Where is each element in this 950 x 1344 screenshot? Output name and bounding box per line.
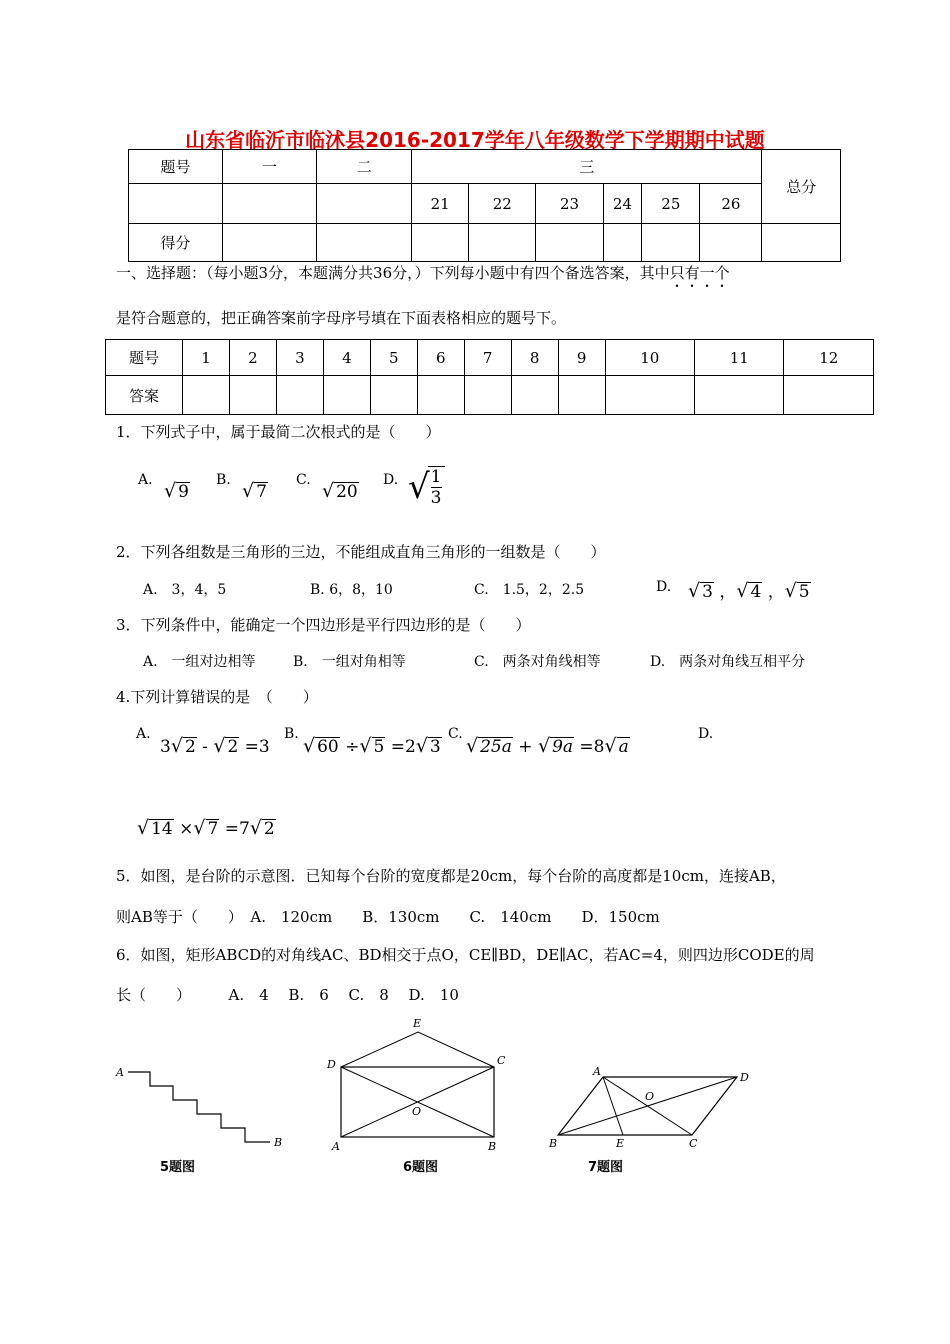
figure-7-parallelogram [545, 1060, 760, 1155]
answer-cell[interactable] [558, 376, 605, 415]
answer-num-6: 6 [417, 340, 464, 376]
score-header-2: 二 [317, 150, 412, 184]
answer-num-9: 9 [558, 340, 605, 376]
answer-num-1: 1 [183, 340, 230, 376]
answer-num-4: 4 [323, 340, 370, 376]
fig7-label-c: C [689, 1137, 698, 1150]
fig5-label-a: A [116, 1066, 124, 1079]
fig5-label-b: B [274, 1136, 283, 1149]
answer-num-10: 10 [605, 340, 694, 376]
score-defen: 得分 [129, 224, 223, 262]
answer-cell[interactable] [370, 376, 417, 415]
answer-cell[interactable] [464, 376, 511, 415]
q2-stem: 2．下列各组数是三角形的三边，不能组成直角三角形的一组数是（ ） [116, 543, 606, 561]
fig7-label-b: B [549, 1137, 558, 1150]
fig6-label-d: D [327, 1058, 336, 1071]
answer-num-3: 3 [276, 340, 323, 376]
q1-b-expr: √ 7 [242, 480, 267, 502]
fig6-label-a: A [332, 1140, 340, 1153]
answer-num-2: 2 [229, 340, 276, 376]
answer-cell[interactable] [784, 376, 874, 415]
q2-d-label: D. [656, 579, 672, 595]
triangle-e [341, 1032, 494, 1067]
q1-b-label: B. [216, 472, 231, 488]
section1-line2: 是符合题意的，把正确答案前字母序号填在下面表格相应的题号下。 [116, 309, 567, 327]
q1-d-expr: √ $\frac{1}{3}$ [408, 466, 445, 508]
fig5-caption: 5题图 [160, 1160, 196, 1175]
q6-line1: 6．如图，矩形ABCD的对角线AC、BD相交于点O，CE∥BD，DE∥AC，若AC=4，则四边形CODE的周 [116, 946, 815, 964]
fig7-label-o: O [645, 1090, 655, 1103]
score-q24: 24 [603, 184, 642, 224]
q4-a-label: A. [136, 726, 151, 742]
q1-d-label: D. [383, 472, 399, 488]
answer-cell[interactable] [183, 376, 230, 415]
q4-stem: 4.下列计算错误的是 （ ） [116, 688, 318, 706]
answer-num-7: 7 [464, 340, 511, 376]
score-header-1: 一 [222, 150, 317, 184]
answer-header-tihao: 题号 [106, 340, 183, 376]
answer-num-11: 11 [695, 340, 784, 376]
score-table [128, 149, 841, 262]
q3-stem: 3．下列条件中，能确定一个四边形是平行四边形的是（ ） [116, 616, 531, 634]
q1-a-label: A. [138, 472, 153, 488]
q1-c-label: C. [296, 472, 311, 488]
q1-c-expr: √ 20 [322, 480, 358, 502]
score-q23: 23 [536, 184, 603, 224]
answer-cell[interactable] [323, 376, 370, 415]
answer-num-5: 5 [370, 340, 417, 376]
answer-num-12: 12 [784, 340, 874, 376]
fig7-label-d: D [740, 1071, 749, 1084]
q3-option-d: D. 两条对角线互相平分 [650, 654, 806, 670]
q2-option-a: A. 3，4，5 [143, 582, 227, 598]
score-q22: 22 [469, 184, 536, 224]
answer-num-8: 8 [511, 340, 558, 376]
q5-line2: 则AB等于（ ） A. 120cm B．130cm C. 140cm D．150cm [116, 908, 660, 926]
fig7-caption: 7题图 [588, 1160, 624, 1175]
q4-b-expr: √ 60 ÷√ 5 =2√ 3 [303, 735, 441, 757]
answer-cell[interactable] [276, 376, 323, 415]
stairs-outline [128, 1072, 270, 1142]
q5-line1: 5．如图，是台阶的示意图．已知每个台阶的宽度都是20cm，每个台阶的高度都是10cm，连接AB， [116, 867, 786, 885]
fig6-label-e: E [413, 1017, 422, 1030]
section1-emphasis: 只有一个 [669, 264, 730, 282]
answer-header-answer: 答案 [106, 376, 183, 415]
answer-cell[interactable] [229, 376, 276, 415]
diagonal-bd [558, 1077, 737, 1135]
q2-option-d-expr: √ 3 ，√ 4 ，√ 5 [688, 580, 810, 602]
fig6-caption: 6题图 [403, 1160, 439, 1175]
q4-a-expr: 3√ 2 - √ 2 =3 [160, 735, 270, 757]
q4-d-expr: √ 14 ×√ 7 =7√ 2 [137, 817, 275, 839]
figure-5-stairs [110, 1060, 300, 1150]
q3-option-b: B. 一组对角相等 [293, 654, 406, 670]
q4-c-label: C. [448, 726, 463, 742]
q4-b-label: B. [284, 726, 299, 742]
q1-stem: 1．下列式子中，属于最简二次根式的是（ ） [116, 423, 441, 441]
answer-cell[interactable] [511, 376, 558, 415]
q1-a-expr: √ 9 [164, 480, 189, 502]
fig6-label-o: O [412, 1105, 422, 1118]
score-q21: 21 [412, 184, 469, 224]
figure-6-rectangle [320, 1012, 520, 1157]
score-header-tihao: 题号 [129, 150, 223, 184]
answer-cell[interactable] [417, 376, 464, 415]
q2-option-b: B. 6，8，10 [310, 582, 393, 598]
section1-line1: 一、选择题：（每小题3分，本题满分共36分，）下列每小题中有四个备选答案，其中只有一个 [116, 264, 730, 282]
answer-cell[interactable] [695, 376, 784, 415]
score-header-total: 总分 [762, 150, 841, 224]
fig7-label-e: E [616, 1137, 625, 1150]
answer-cell[interactable] [605, 376, 694, 415]
answer-table [105, 339, 874, 415]
segment-ae [603, 1077, 623, 1135]
q6-line2: 长（ ） A. 4 B. 6 C. 8 D. 10 [116, 986, 459, 1004]
q2-option-c: C. 1.5，2，2.5 [474, 582, 585, 598]
q3-option-c: C. 两条对角线相等 [474, 654, 601, 670]
fig7-label-a: A [593, 1065, 601, 1078]
score-q26: 26 [700, 184, 762, 224]
fig6-label-b: B [488, 1140, 497, 1153]
page-title: 山东省临沂市临沭县2016-2017学年八年级数学下学期期中试题 [185, 128, 765, 152]
score-header-3: 三 [412, 150, 762, 184]
fig6-label-c: C [497, 1054, 506, 1067]
q4-c-expr: √ 25a + √ 9a =8√ a [466, 735, 629, 757]
q3-option-a: A. 一组对边相等 [143, 654, 256, 670]
score-q25: 25 [642, 184, 700, 224]
q4-d-label: D. [698, 726, 714, 742]
